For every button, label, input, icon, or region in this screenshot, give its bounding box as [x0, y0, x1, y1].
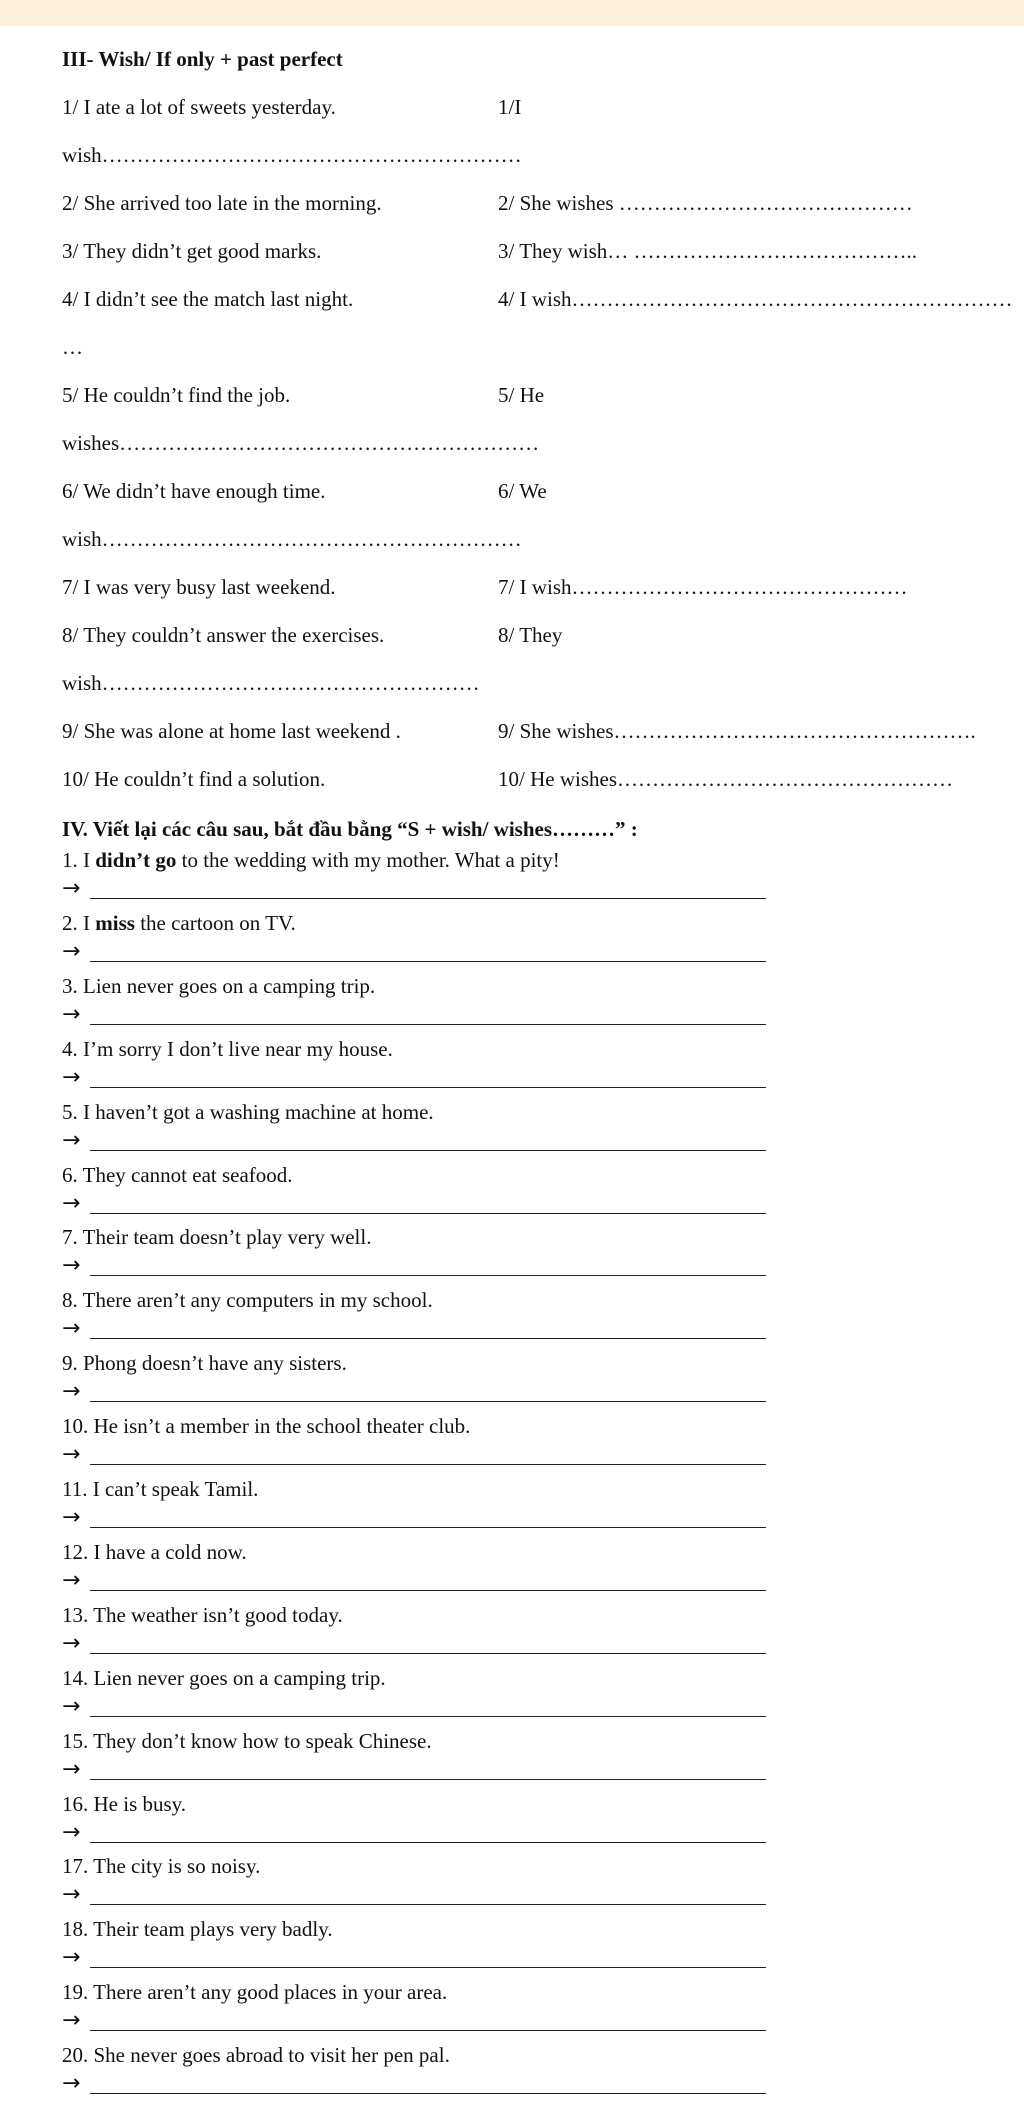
- s3-item-6-answer-start: 6/ We: [498, 479, 547, 503]
- s3-item-1-answer-start: 1/I: [498, 95, 522, 119]
- s4-sentence-4: [62, 1036, 393, 1062]
- s4-sentence-text: 7. Their team doesn’t play very well.: [62, 1225, 372, 1250]
- s4-sentence-2: [62, 910, 296, 936]
- arrow-right-icon: →: [62, 1819, 81, 1845]
- s3-item-9-prompt: 9/ She was alone at home last weekend .: [62, 719, 401, 743]
- s3-item-2-answer-blank[interactable]: 2/ She wishes ……………………………………: [498, 191, 913, 215]
- s4-sentence-9: [62, 1350, 347, 1376]
- s4-answer-line-15[interactable]: [90, 1779, 766, 1780]
- s4-sentence-text: 10. He isn’t a member in the school theater club.: [62, 1414, 471, 1439]
- s4-sentence-text: 16. He is busy.: [62, 1791, 187, 1816]
- s3-item-7-prompt: 7/ I was very busy last weekend.: [62, 575, 336, 599]
- s4-sentence-6: [62, 1162, 293, 1188]
- s4-answer-line-5[interactable]: [90, 1150, 766, 1151]
- arrow-right-icon: →: [62, 1567, 81, 1593]
- s4-sentence-5: [62, 1099, 434, 1125]
- arrow-right-icon: →: [62, 1190, 81, 1216]
- s4-sentence-15: [62, 1728, 432, 1754]
- s3-item-4-answer-blank[interactable]: 4/ I wish………………………………………………………: [498, 287, 1013, 311]
- s4-sentence-text: 3. Lien never goes on a camping trip.: [62, 973, 376, 998]
- s3-item-2-prompt: 2/ She arrived too late in the morning.: [62, 191, 382, 215]
- section-4-title-mid: wish/ wishes: [441, 817, 553, 841]
- s3-item-10-answer-blank[interactable]: 10/ He wishes…………………………………………: [498, 767, 953, 791]
- s3-item-6-answer-blank[interactable]: wish……………………………………………………: [62, 527, 522, 551]
- s4-sentence-text: 9. Phong doesn’t have any sisters.: [62, 1351, 347, 1376]
- s4-answer-line-8[interactable]: [90, 1338, 766, 1339]
- s4-answer-line-13[interactable]: [90, 1653, 766, 1654]
- s3-item-8-prompt: 8/ They couldn’t answer the exercises.: [62, 623, 385, 647]
- s4-sentence-emphasis: didn’t go: [95, 848, 177, 872]
- s4-sentence-8: [62, 1287, 433, 1313]
- s4-sentence-text: 12. I have a cold now.: [62, 1539, 247, 1564]
- s3-item-5-prompt: 5/ He couldn’t find the job.: [62, 383, 291, 407]
- s4-sentence-text: 8. There aren’t any computers in my school.: [62, 1288, 433, 1313]
- s4-sentence-text: 6. They cannot eat seafood.: [62, 1162, 293, 1187]
- s4-sentence-text-rest: the cartoon on TV.: [134, 910, 296, 935]
- s4-sentence-16: [62, 1791, 186, 1817]
- s4-answer-line-17[interactable]: [90, 1904, 766, 1905]
- s4-answer-line-10[interactable]: [90, 1464, 766, 1465]
- s4-sentence-10: [62, 1413, 470, 1439]
- s3-item-3-prompt: 3/ They didn’t get good marks.: [62, 239, 322, 263]
- s4-answer-line-12[interactable]: [90, 1590, 766, 1591]
- arrow-right-icon: →: [62, 938, 81, 964]
- s4-sentence-text: 1. I: [62, 848, 96, 872]
- s4-sentence-14: [62, 1665, 386, 1691]
- s4-sentence-text: 11. I can’t speak Tamil.: [62, 1477, 259, 1501]
- arrow-right-icon: →: [62, 1127, 81, 1153]
- top-banner: [0, 0, 1024, 26]
- s3-item-8-answer-start: 8/ They: [498, 623, 563, 647]
- arrow-right-icon: →: [62, 1064, 81, 1090]
- arrow-right-icon: →: [62, 1505, 81, 1530]
- s4-sentence-text-rest: to the wedding with my mother. What a pity!: [176, 848, 560, 872]
- s4-sentence-11: [62, 1476, 258, 1502]
- s4-answer-line-18[interactable]: [90, 1967, 766, 1968]
- s4-answer-line-11[interactable]: [90, 1527, 766, 1528]
- section-4-title: [62, 816, 638, 842]
- arrow-right-icon: →: [62, 1630, 81, 1656]
- arrow-right-icon: →: [62, 1379, 81, 1405]
- s4-answer-line-2[interactable]: [90, 961, 766, 962]
- s4-answer-line-6[interactable]: [90, 1213, 766, 1214]
- arrow-right-icon: →: [62, 1945, 81, 1971]
- s3-item-1-answer-blank[interactable]: wish……………………………………………………: [62, 143, 522, 167]
- s4-answer-line-9[interactable]: [90, 1401, 766, 1402]
- s4-sentence-19: [62, 1979, 447, 2005]
- s4-answer-line-1[interactable]: [90, 898, 766, 899]
- s4-answer-line-7[interactable]: [90, 1275, 766, 1276]
- s3-item-3-answer-blank[interactable]: 3/ They wish… …………………………………..: [498, 239, 918, 263]
- s4-sentence-7: [62, 1224, 371, 1250]
- arrow-right-icon: →: [62, 1001, 81, 1027]
- s4-sentence-text: 14. Lien never goes on a camping trip.: [62, 1665, 386, 1690]
- s3-item-8-answer-blank[interactable]: wish………………………………………………: [62, 671, 480, 695]
- s4-sentence-text: 20. She never goes abroad to visit her pen pal.: [62, 2043, 450, 2068]
- s4-answer-line-16[interactable]: [90, 1842, 766, 1843]
- s4-sentence-17: [62, 1853, 260, 1879]
- s4-sentence-text: 17. The city is so noisy.: [62, 1854, 261, 1879]
- s4-sentence-emphasis: miss: [95, 910, 135, 935]
- s4-answer-line-4[interactable]: [90, 1087, 766, 1088]
- arrow-right-icon: →: [62, 1693, 81, 1719]
- s4-sentence-text: 18. Their team plays very badly.: [62, 1917, 333, 1942]
- s4-answer-line-20[interactable]: [90, 2093, 766, 2094]
- section-4-title-post: ………” :: [552, 817, 638, 841]
- s4-sentence-3: [62, 973, 375, 999]
- s4-sentence-text: 15. They don’t know how to speak Chinese.: [62, 1728, 432, 1753]
- s4-sentence-18: [62, 1916, 333, 1942]
- s3-item-1-prompt: 1/ I ate a lot of sweets yesterday.: [62, 95, 336, 119]
- arrow-right-icon: →: [62, 2071, 81, 2097]
- s3-item-7-answer-blank[interactable]: 7/ I wish…………………………………………: [498, 575, 908, 599]
- arrow-right-icon: →: [62, 2008, 81, 2034]
- s3-item-9-answer-blank[interactable]: 9/ She wishes…………………………………………….: [498, 719, 976, 743]
- s3-item-5-answer-blank[interactable]: wishes……………………………………………………: [62, 431, 540, 455]
- s4-sentence-text: 4. I’m sorry I don’t live near my house.: [62, 1036, 393, 1061]
- s4-sentence-12: [62, 1539, 247, 1565]
- s4-sentence-20: [62, 2042, 450, 2068]
- s4-answer-line-3[interactable]: [90, 1024, 766, 1025]
- s4-sentence-text: 2. I: [62, 910, 96, 935]
- s3-item-5-answer-start: 5/ He: [498, 383, 545, 407]
- arrow-right-icon: →: [62, 1882, 81, 1908]
- s4-answer-line-14[interactable]: [90, 1716, 766, 1717]
- s3-item-4-continuation: …: [62, 335, 83, 359]
- s4-sentence-text: 19. There aren’t any good places in your area.: [62, 1980, 448, 2005]
- s3-item-10-prompt: 10/ He couldn’t find a solution.: [62, 767, 326, 791]
- s3-item-4-prompt: 4/ I didn’t see the match last night.: [62, 287, 354, 311]
- arrow-right-icon: →: [62, 1253, 81, 1279]
- section-3-title: III- Wish/ If only + past perfect: [62, 47, 343, 71]
- arrow-right-icon: →: [62, 1316, 81, 1342]
- section-4-title-pre: IV. Viết lại các câu sau, bắt đầu bằng “S +: [62, 817, 442, 841]
- s3-item-6-prompt: 6/ We didn’t have enough time.: [62, 479, 326, 503]
- arrow-right-icon: →: [62, 1756, 81, 1782]
- arrow-right-icon: →: [62, 876, 81, 901]
- s4-sentence-1: [62, 847, 560, 873]
- s4-sentence-text: 5. I haven’t got a washing machine at home.: [62, 1099, 434, 1124]
- s4-sentence-text: 13. The weather isn’t good today.: [62, 1602, 343, 1627]
- arrow-right-icon: →: [62, 1442, 81, 1468]
- s4-sentence-13: [62, 1602, 343, 1628]
- s4-answer-line-19[interactable]: [90, 2030, 766, 2031]
